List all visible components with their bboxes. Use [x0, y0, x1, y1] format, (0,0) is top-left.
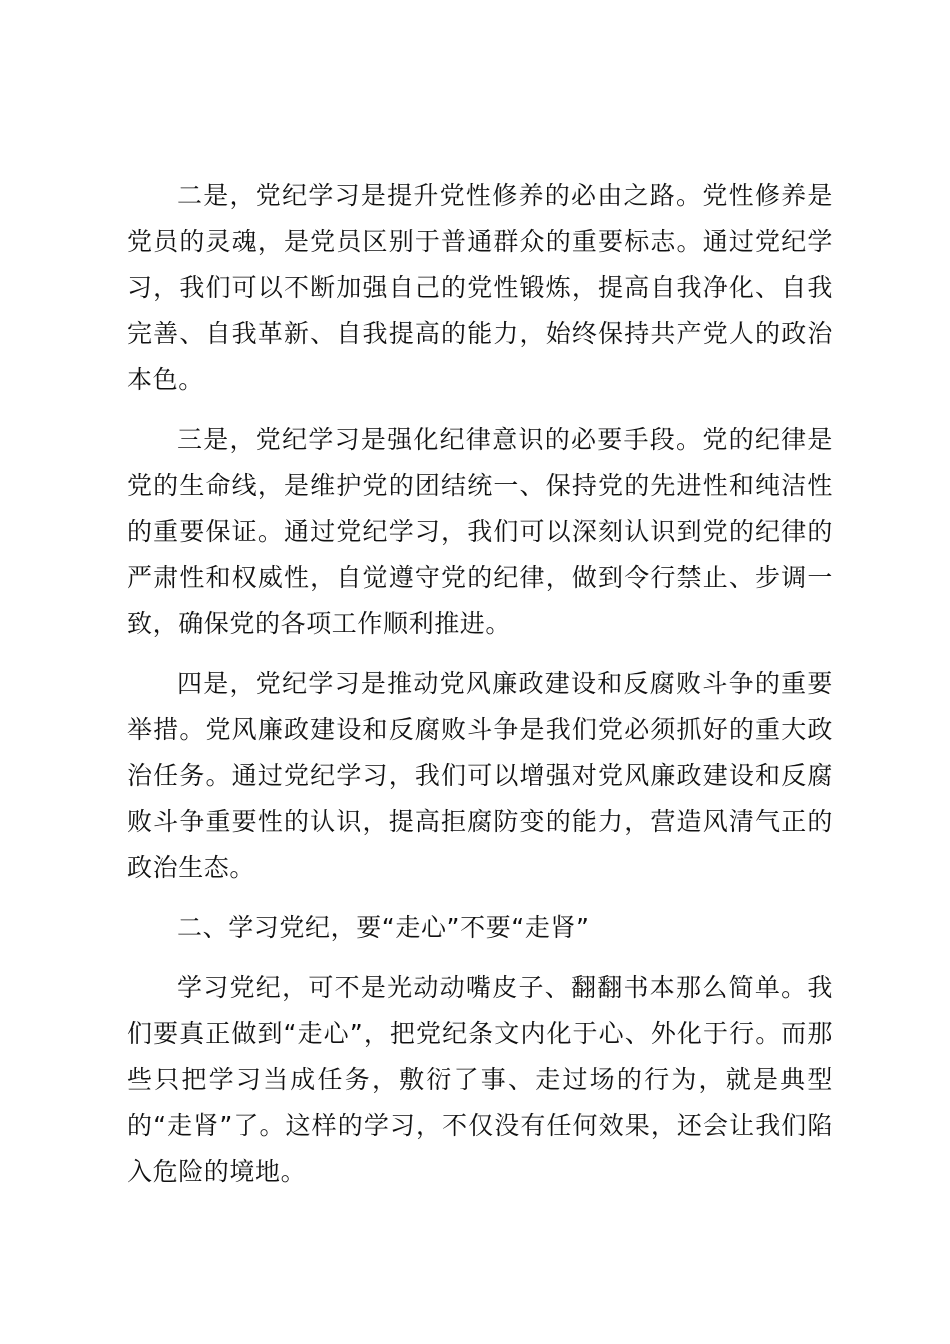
paragraph-four: 四是，党纪学习是推动党风廉政建设和反腐败斗争的重要举措。党风廉政建设和反腐败斗争是我们党必须抓好的重大政治任务。通过党纪学习，我们可以增强对党风廉政建设和反腐败斗争重要性的认识，提高拒腐防变的能力，营造风清气正的政治生态。: [127, 669, 833, 882]
paragraph-three: 三是，党纪学习是强化纪律意识的必要手段。党的纪律是党的生命线，是维护党的团结统一、保持党的先进性和纯洁性的重要保证。通过党纪学习，我们可以深刻认识到党的纪律的严肃性和权威性，自觉遵守党的纪律，做到令行禁止、步调一致，确保党的各项工作顺利推进。: [127, 425, 833, 638]
section-heading: 二、学习党纪，要“走心”不要“走肾”: [177, 913, 590, 942]
document-body: [127, 173, 833, 1209]
paragraph-two: 二是，党纪学习是提升党性修养的必由之路。党性修养是党员的灵魂，是党员区别于普通群众的重要标志。通过党纪学习，我们可以不断加强自己的党性锻炼，提高自我净化、自我完善、自我革新、自我提高的能力，始终保持共产党人的政治本色。: [127, 181, 833, 394]
final-paragraph: 学习党纪，可不是光动动嘴皮子、翻翻书本那么简单。我们要真正做到“走心”，把党纪条文内化于心、外化于行。而那些只把学习当成任务，敷衍了事、走过场的行为，就是典型的“走肾”了。这样的学习，不仅没有任何效果，还会让我们陷入危险的境地。: [127, 973, 833, 1186]
